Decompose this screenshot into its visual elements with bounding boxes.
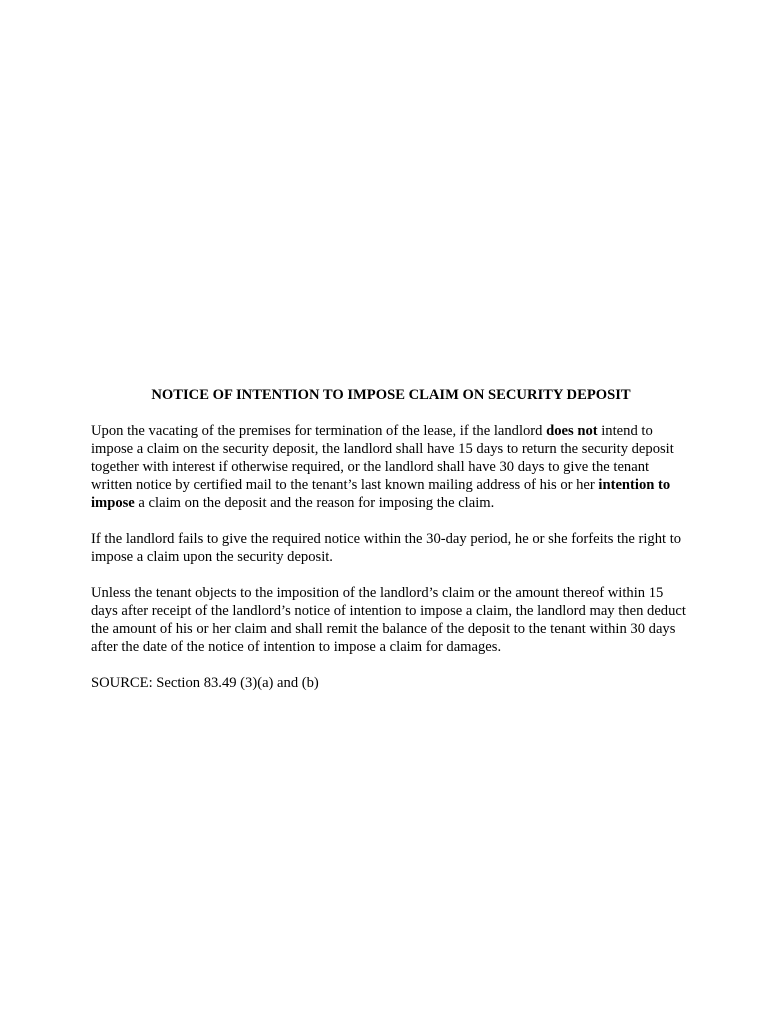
document-title: NOTICE OF INTENTION TO IMPOSE CLAIM ON SECURITY DEPOSIT [151,387,631,403]
paragraph-tenant-objection: Unless the tenant objects to the imposition of the landlord’s claim or the amount thereof within 15 days after receipt of the landlord’s notice of intention to impose a claim, the landlord may then deduct the amount of his or her claim and shall remit the balance of the deposit to the tenant within 30 days after the date of the notice of intention to impose a claim for damages. [91,585,686,655]
paragraph1-text-part2: intend to impose a claim on the security deposit, the landlord shall have 15 days to return the security deposit together with interest if otherwise required, or the landlord shall have 30 days to give the tenant written notice by certified mail to the tenant’s last known mailing address of his or her [91,423,674,493]
source-citation: SOURCE: Section 83.49 (3)(a) and (b) [91,675,319,691]
paragraph-vacating-premises [91,422,691,512]
paragraph1-bold-does-not: does not [546,423,598,439]
paragraph1-text-part3: a claim on the deposit and the reason for imposing the claim. [134,495,495,511]
paragraph-forfeiture: If the landlord fails to give the required notice within the 30-day period, he or she forfeits the right to impose a claim upon the security deposit. [91,531,682,565]
paragraph1-text-part1: Upon the vacating of the premises for termination of the lease, if the landlord [91,423,547,439]
paragraph1-bold-intention: intention to impose [91,477,671,511]
document-body [91,386,691,710]
